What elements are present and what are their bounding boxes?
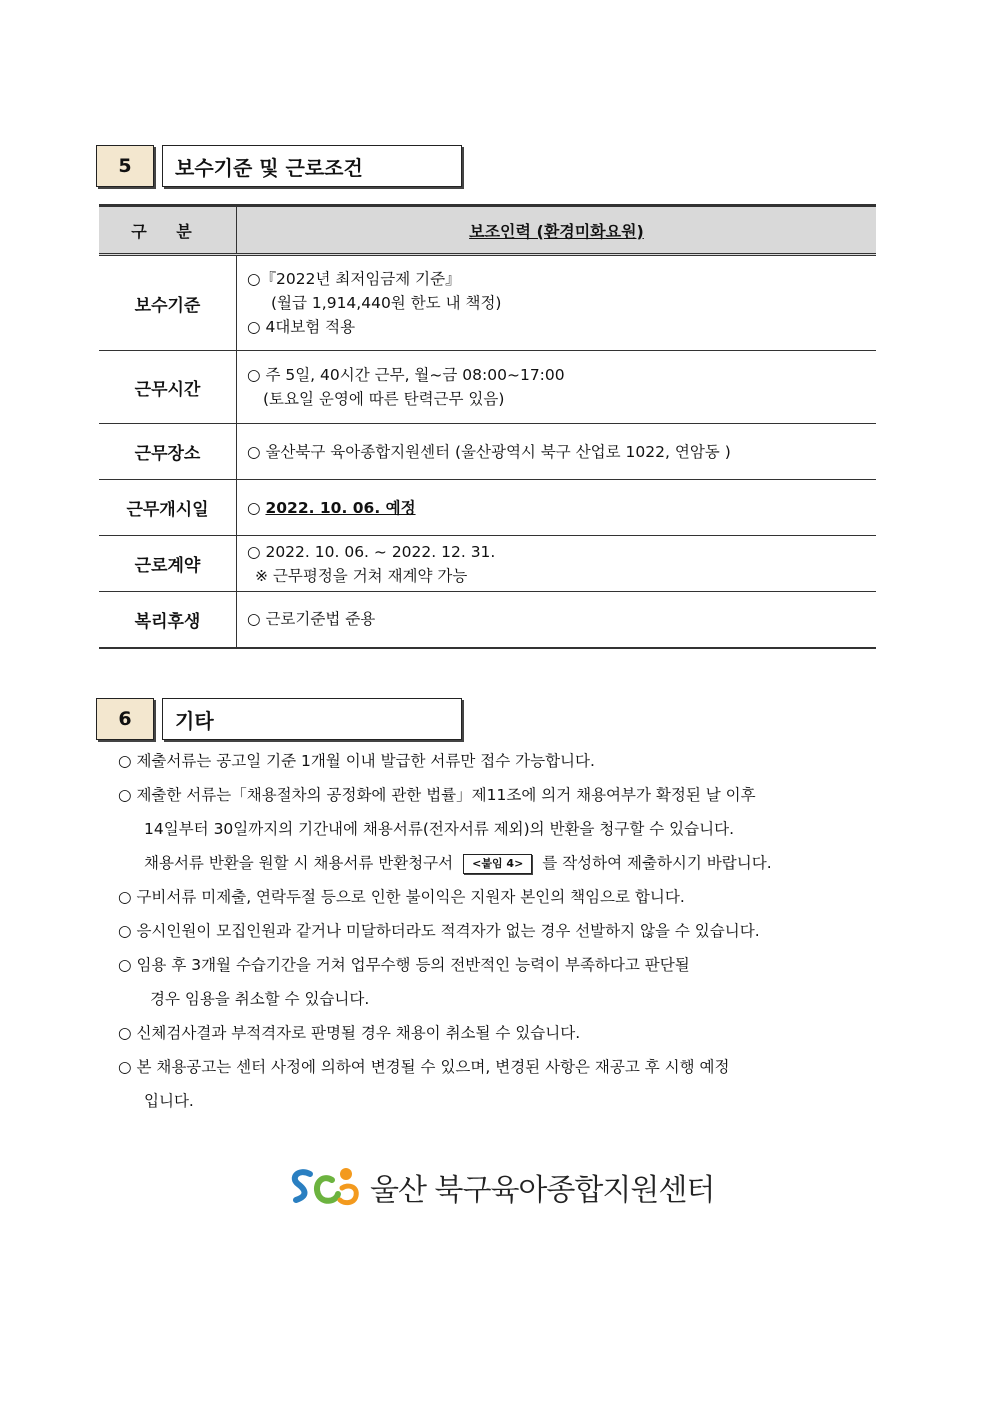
section-title: 보수기준 및 근로조건 (162, 145, 462, 187)
header-category: 구 분 (99, 206, 237, 255)
row-label: 근무장소 (99, 424, 237, 480)
list-item: ○ 임용 후 3개월 수습기간을 거쳐 업무수행 등의 전반적인 능력이 부족하다고 판단될 경우 임용을 취소할 수 있습니다. (118, 956, 690, 1008)
table-row (99, 424, 876, 480)
table-row (99, 255, 876, 351)
list-item: ○ 제출한 서류는「채용절차의 공정화에 관한 법률」제11조에 의거 채용여부가 확정된 날 이후 14일부터 30일까지의 기간내에 채용서류(전자서류 제외)의 반환을 청구할 수 있습니다. 채용서류 반환을 원할 시 채용서류 반환청구서 <붙임 4> 를 작성하여 제출하시기 바랍니다. (118, 786, 772, 872)
header-position: 보조인력 (환경미화요원) (237, 206, 877, 255)
table-header-row (99, 206, 876, 255)
list-item: ○ 구비서류 미제출, 연락두절 등으로 인한 불이익은 지원자 본인의 책임으로 합니다. (118, 888, 685, 906)
center-logo (288, 1162, 714, 1212)
row-label: 근로계약 (99, 536, 237, 592)
conditions-table (99, 204, 876, 649)
list-item: ○ 제출서류는 공고일 기준 1개월 이내 발급한 서류만 접수 가능합니다. (118, 752, 595, 770)
list-item: ○ 신체검사결과 부적격자로 판명될 경우 채용이 취소될 수 있습니다. (118, 1024, 581, 1042)
section-number: 5 (96, 145, 154, 187)
row-label: 복리후생 (99, 592, 237, 648)
logo-text: 울산 북구육아종합지원센터 (370, 1173, 715, 1208)
section-number: 6 (96, 698, 154, 740)
center-logo-icon (288, 1164, 362, 1210)
list-item: ○ 본 채용공고는 센터 사정에 의하여 변경될 수 있으며, 변경된 사항은 재공고 후 시행 예정 입니다. (118, 1058, 730, 1110)
row-value: ○ 2022. 10. 06. 예정 (237, 480, 877, 536)
row-value: ○ 2022. 10. 06. ~ 2022. 12. 31. ※ 근무평정을 거쳐 재계약 가능 (237, 536, 877, 592)
row-label: 근무시간 (99, 351, 237, 424)
attachment-label: <붙임 4> (463, 854, 532, 874)
section-title: 기타 (162, 698, 462, 740)
list-item: ○ 응시인원이 모집인원과 같거나 미달하더라도 적격자가 없는 경우 선발하지 않을 수 있습니다. (118, 922, 760, 940)
row-label: 근무개시일 (99, 480, 237, 536)
row-value: ○『2022년 최저임금제 기준』 (월급 1,914,440원 한도 내 책정) ○ 4대보험 적용 (237, 255, 877, 351)
row-value: ○ 주 5일, 40시간 근무, 월~금 08:00~17:00 (토요일 운영에 따른 탄력근무 있음) (237, 351, 877, 424)
table-row (99, 536, 876, 592)
row-value: ○ 울산북구 육아종합지원센터 (울산광역시 북구 산업로 1022, 연암동 ) (237, 424, 877, 480)
row-value: ○ 근로기준법 준용 (237, 592, 877, 648)
table-row (99, 351, 876, 424)
section-6-header (96, 698, 462, 740)
start-date: 2022. 10. 06. 예정 (265, 498, 416, 517)
row-label: 보수기준 (99, 255, 237, 351)
section-5-header (96, 145, 462, 187)
notes-list (118, 744, 908, 1118)
table-row (99, 480, 876, 536)
table-row (99, 592, 876, 648)
